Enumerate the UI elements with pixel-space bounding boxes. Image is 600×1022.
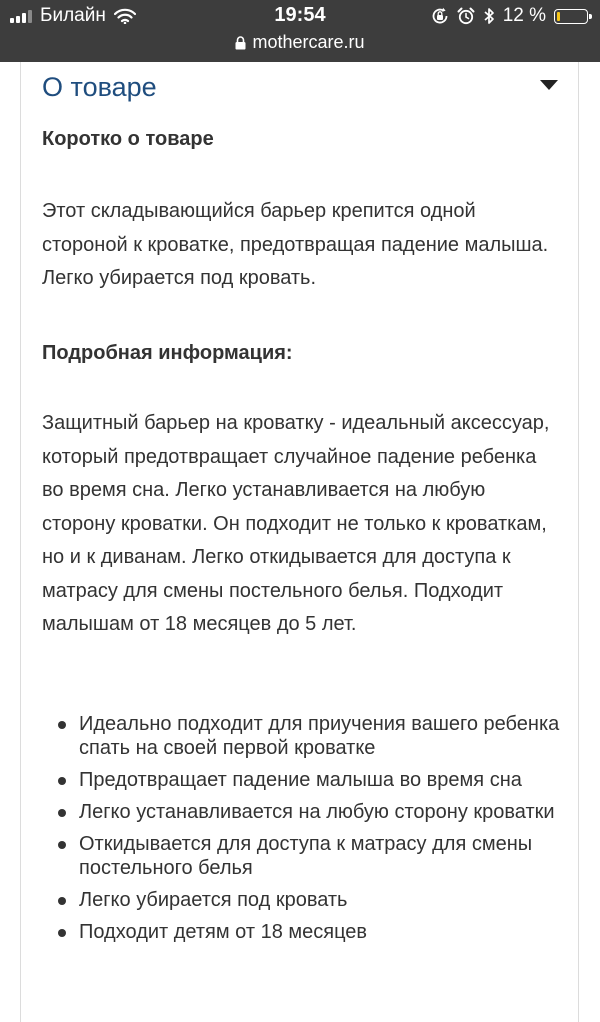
short-description-heading: Коротко о товаре: [42, 128, 214, 150]
detail-text: Защитный барьер на кроватку - идеальный аксессуар, который предотвращает случайное падение ребенка во время сна. Легко устанавливается на любую сторону кроватки. Он подходит не только к кроваткам, но и к диванам. Легко откидывается для доступа к матрасу для смены постельного белья. Подходит малышам от 18 месяцев до 5 лет.: [42, 412, 550, 635]
status-bar: [0, 0, 600, 62]
list-item: Откидывается для доступа к матрасу для смены постельного белья: [55, 832, 560, 880]
list-item: Легко устанавливается на любую сторону кроватки: [55, 800, 560, 824]
orientation-lock-icon: [431, 7, 449, 25]
battery-icon: [554, 9, 588, 24]
caret-down-icon[interactable]: [540, 80, 558, 90]
battery-level: [557, 12, 560, 21]
address-bar[interactable]: [0, 32, 600, 53]
product-info-panel: [20, 62, 579, 1022]
alarm-icon: [457, 7, 475, 25]
status-right: [431, 4, 588, 28]
features-list: [55, 712, 560, 952]
list-item: Подходит детям от 18 месяцев: [55, 920, 560, 944]
list-item: Идеально подходит для приучения вашего ребенка спать на своей первой кроватке: [55, 712, 560, 760]
carrier-name: Билайн: [40, 5, 106, 26]
detail-heading: Подробная информация:: [42, 342, 293, 364]
list-item: Предотвращает падение малыша во время сна: [55, 768, 560, 792]
short-description-text: Этот складывающийся барьер крепится одной стороной к кроватке, предотвращая падение малыша. Легко убирается под кровать.: [42, 200, 549, 289]
url-text[interactable]: mothercare.ru: [252, 32, 365, 52]
bluetooth-icon: [483, 7, 495, 25]
clock: 19:54: [274, 4, 326, 26]
accordion-title[interactable]: О товаре: [42, 72, 157, 102]
battery-percent: 12 %: [502, 5, 546, 26]
list-item: Легко убирается под кровать: [55, 888, 560, 912]
lock-icon: [235, 36, 246, 50]
